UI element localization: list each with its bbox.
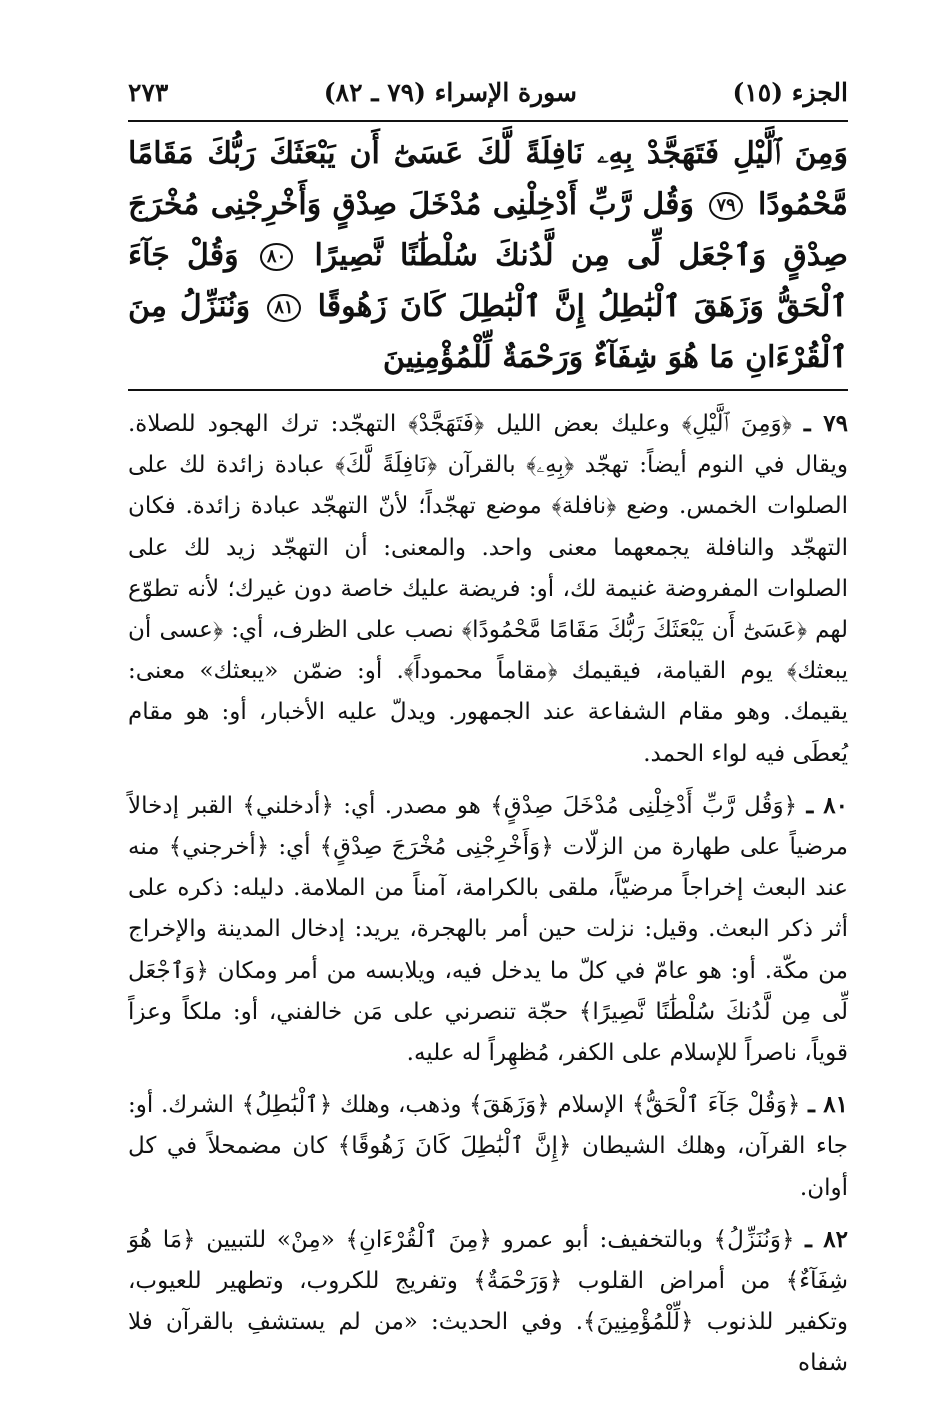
page-number: ٢٧٣ — [128, 78, 169, 107]
verses-rule — [128, 389, 848, 391]
commentary-text: ﴿وَقُل رَّبِّ أَدْخِلْنِى مُدْخَلَ صِدْقٍ﴾ هو مصدر. أي: ﴿أدخلني﴾ القبر إدخالاً مرضياً على طهارة من الزلّات ﴿وَأَخْرِجْنِى مُخْرَجَ صِدْقٍ﴾ أي: ﴿أخرجني﴾ منه عند البعث إخراجاً مرضيّاً، ملقى بالكرامة، آمناً من الملامة. دليله: ذكره على أثر ذكر البعث. وقيل: نزلت حين أمر بالهجرة، يريد: إدخال المدينة والإخراج من مكّة. أو: هو عامّ في كلّ ما يدخل فيه، ويلابسه من أمر ومكان ﴿وَٱجْعَل لِّى مِن لَّدُنكَ سُلْطَٰنًا نَّصِيرًا﴾ حجّة تنصرني على مَن خالفني، أو: ملكاً وعزاً قوياً، ناصراً للإسلام على الكفر، مُظهِراً له عليه. — [128, 792, 848, 1067]
commentary-text: ﴿وَمِنَ ٱلَّيْلِ﴾ وعليك بعض الليل ﴿فَتَهَجَّدْ﴾ التهجّد: ترك الهجود للصلاة. ويقال في النوم أيضاً: تهجّد ﴿بِهِۦ﴾ بالقرآن ﴿نَافِلَةً لَّكَ﴾ عبادة زائدة لك على الصلوات الخمس. وضع ﴿نافلة﴾ موضع تهجّداً؛ لأنّ التهجّد عبادة زائدة. فكان التهجّد والنافلة يجمعهما معنى واحد. والمعنى: أن التهجّد زيد لك على الصلوات المفروضة غنيمة لك، أو: فريضة عليك خاصة دون غيرك؛ لأنه تطوّع لهم ﴿عَسَىٰٓ أَن يَبْعَثَكَ رَبُّكَ مَقَامًا مَّحْمُودًا﴾ نصب على الظرف، أي: ﴿عسى أن يبعثك﴾ يوم القيامة، فيقيمك ﴿مقاماً محموداً﴾. أو: ضمّن «يبعثك» معنى: يقيمك. وهو مقام الشفاعة عند الجمهور. ويدلّ عليه الأخبار، أو: هو مقام يُعطَى فيه لواء الحمد. — [128, 411, 848, 767]
commentary-80 — [128, 785, 848, 1074]
commentary — [128, 403, 848, 1385]
commentary-81 — [128, 1084, 848, 1209]
verse-81: وَقُلْ جَآءَ ٱلْحَقُّ وَزَهَقَ ٱلْبَٰطِلُ إِنَّ ٱلْبَٰطِلَ كَانَ زَهُوقًا — [128, 238, 848, 324]
part-label: الجزء (١٥) — [732, 78, 848, 107]
commentary-text: ﴿وَقُلْ جَآءَ ٱلْحَقُّ﴾ الإسلام ﴿وَزَهَقَ﴾ وذهب، وهلك ﴿ٱلْبَٰطِلُ﴾ الشرك. أو: جاء القرآن، وهلك الشيطان ﴿إِنَّ ٱلْبَٰطِلَ كَانَ زَهُوقًا﴾ كان مضمحلاً في كل أوان. — [128, 1092, 848, 1201]
running-header — [128, 78, 848, 118]
verse-number-81: ٨١ — [267, 294, 300, 322]
verse-number-80: ٨٠ — [260, 243, 293, 271]
commentary-82 — [128, 1219, 848, 1385]
page — [128, 78, 848, 1395]
verse-79: وَمِنَ ٱلَّيْلِ فَتَهَجَّدْ بِهِۦ نَافِلَةً لَّكَ عَسَىٰٓ أَن يَبْعَثَكَ رَبُّكَ مَقَامًا مَّحْمُودًا — [128, 136, 848, 222]
verse-80: وَقُل رَّبِّ أَدْخِلْنِى مُدْخَلَ صِدْقٍ وَأَخْرِجْنِى مُخْرَجَ صِدْقٍ وَٱجْعَل لِّى مِن لَّدُنكَ سُلْطَٰنًا نَّصِيرًا — [128, 187, 848, 273]
commentary-number: ٨٠ ـ — [806, 791, 848, 819]
commentary-text: ﴿وَنُنَزِّلُ﴾ وبالتخفيف: أبو عمرو ﴿مِنَ ٱلْقُرْءَانِ﴾ «مِنْ» للتبيين ﴿مَا هُوَ شِفَآءٌ﴾ من أمراض القلوب ﴿وَرَحْمَةٌ﴾ وتفريج للكروب، وتطهير للعيوب، وتكفير للذنوب ﴿لِّلْمُؤْمِنِينَ﴾. وفي الحديث: «من لم يستشفِ بالقرآن فلا شفاه — [128, 1226, 848, 1377]
verse-number-79: ٧٩ — [709, 192, 742, 220]
surah-title: سورة الإسراء (٧٩ ـ ٨٢) — [323, 78, 578, 107]
verse-82: وَنُنَزِّلُ مِنَ ٱلْقُرْءَانِ مَا هُوَ شِفَآءٌ وَرَحْمَةٌ لِّلْمُؤْمِنِينَ — [128, 289, 848, 375]
commentary-number: ٨١ ـ — [808, 1091, 848, 1119]
commentary-number: ٧٩ ـ — [803, 410, 848, 437]
commentary-79 — [128, 403, 848, 775]
quran-verses — [128, 122, 848, 387]
commentary-number: ٨٢ ـ — [805, 1225, 848, 1253]
